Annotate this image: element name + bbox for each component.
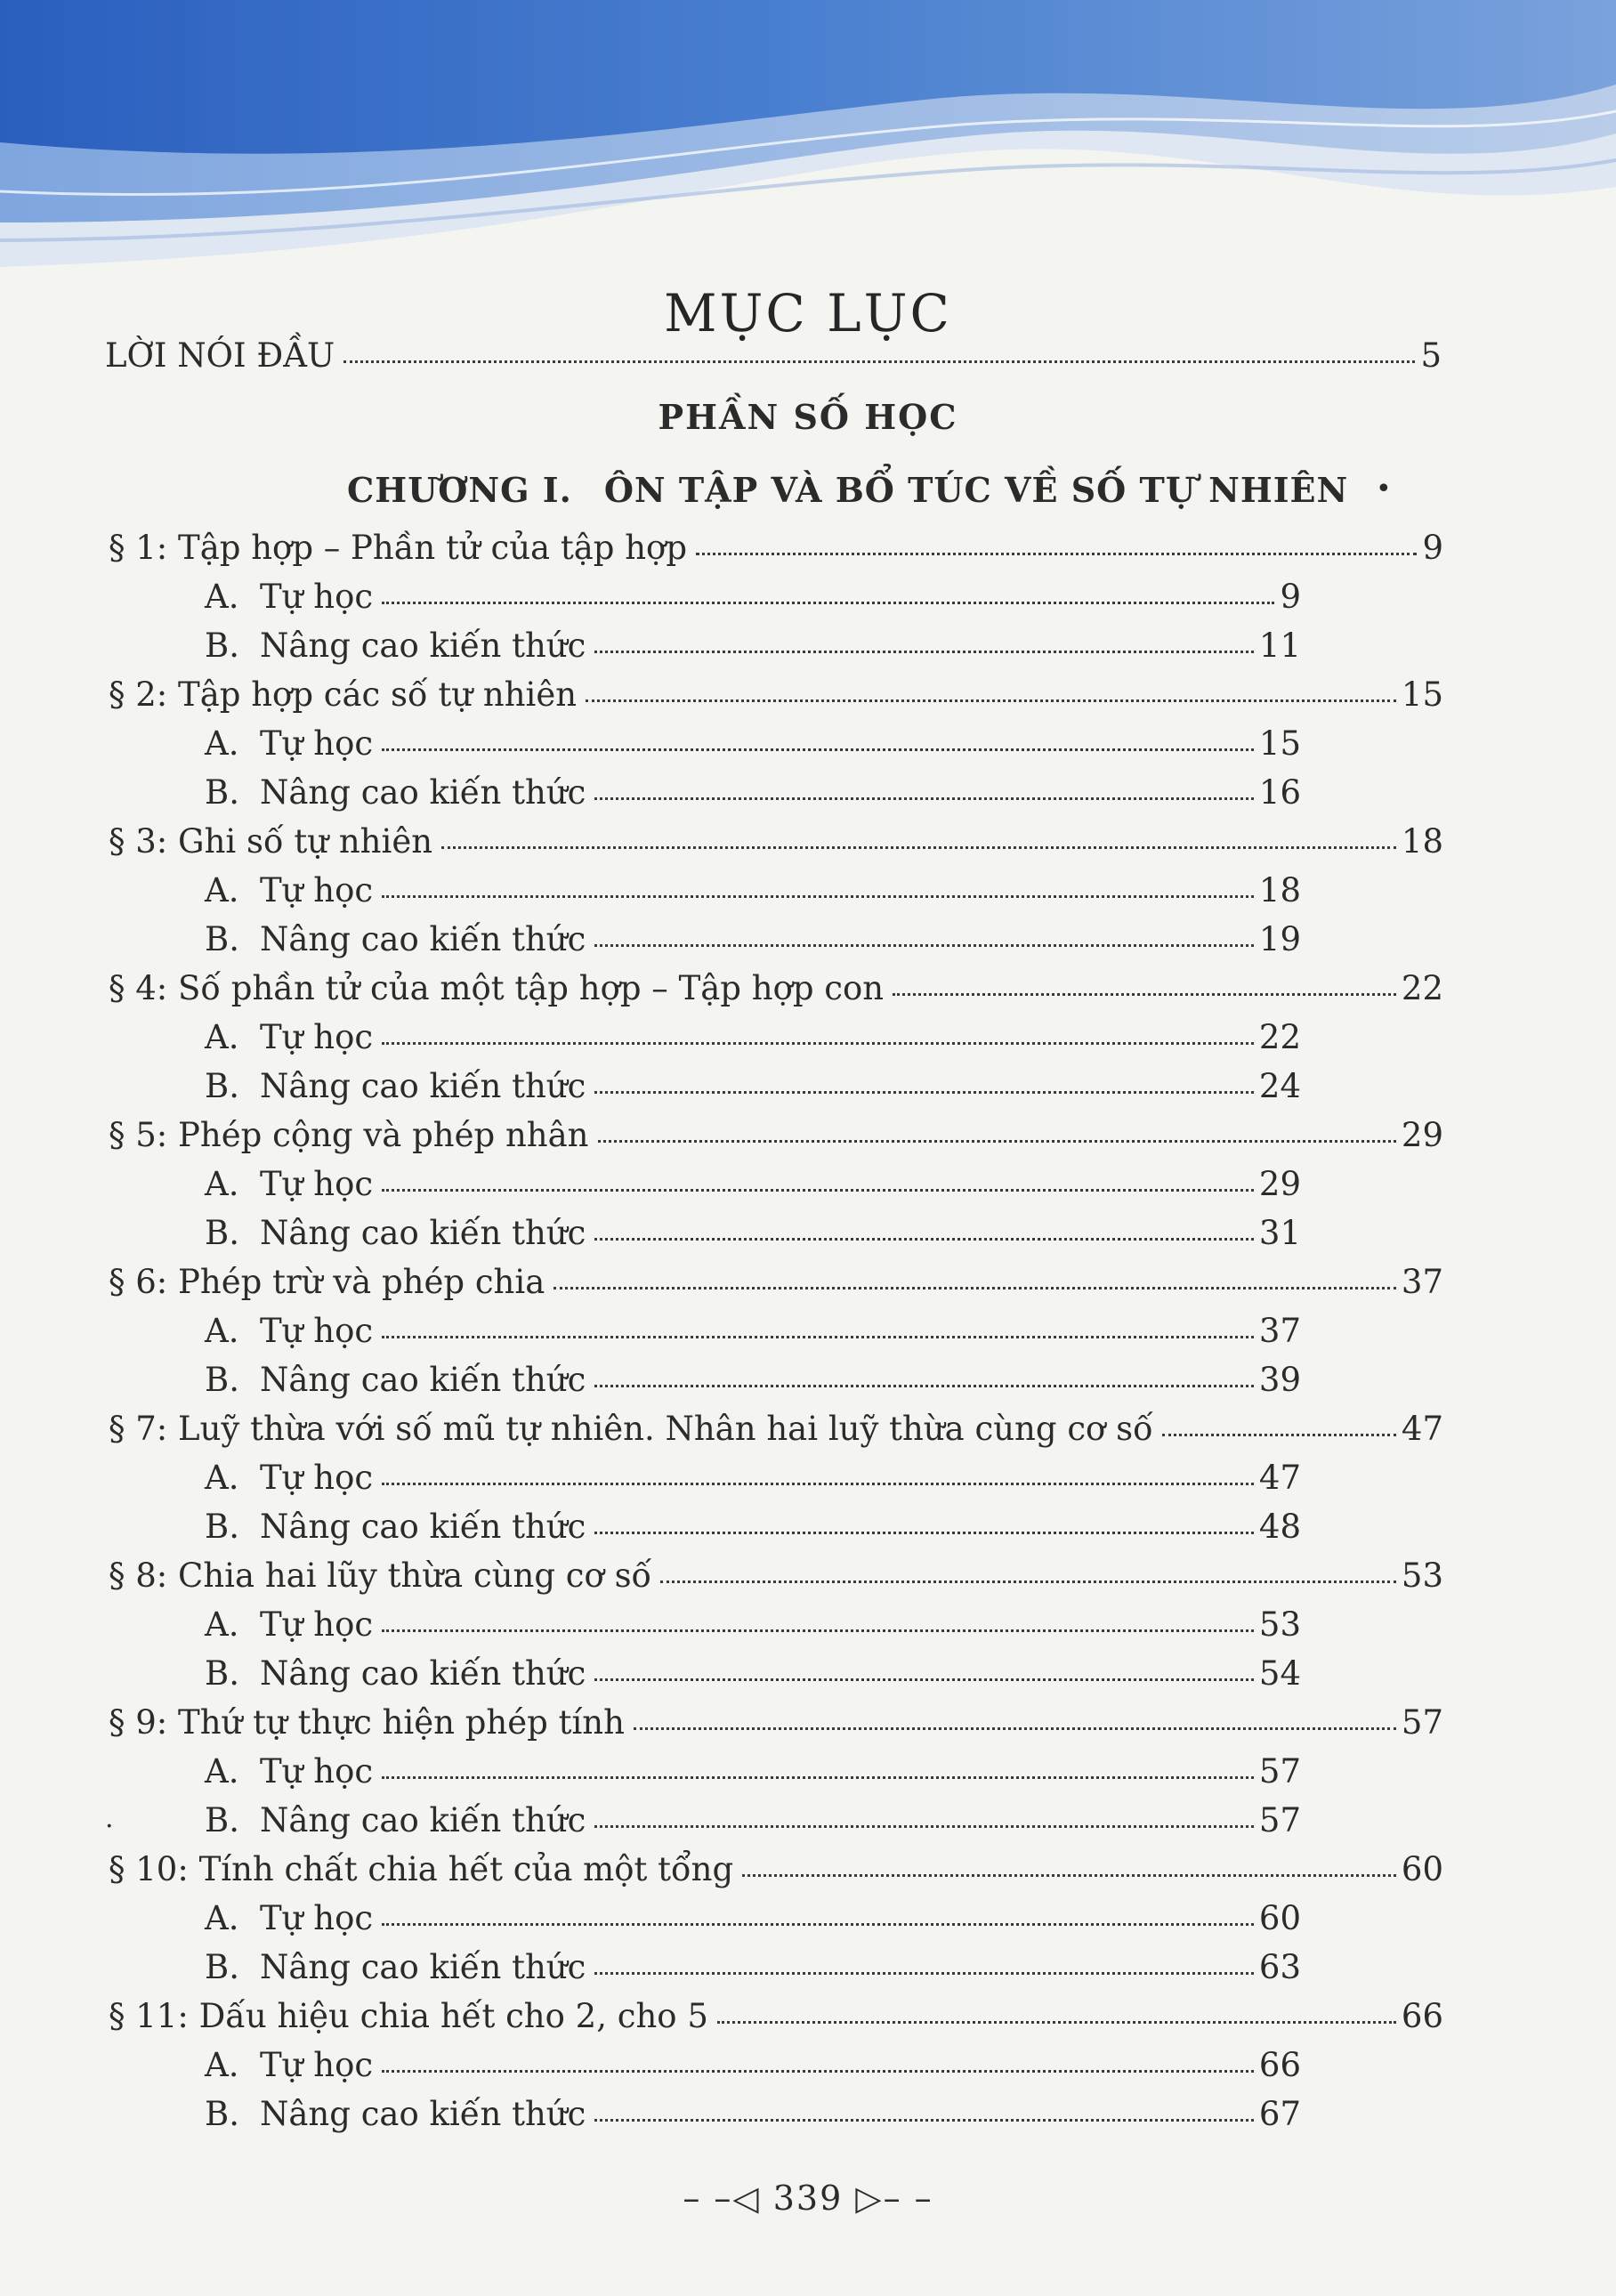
subsection-label (205, 1799, 591, 1842)
section-label: § 4: Số phần tử của một tập hợp – Tập hợp con (109, 969, 885, 1007)
toc-subsection (205, 1016, 1301, 1059)
dot-leader (382, 748, 1254, 751)
toc-subsection (205, 772, 1301, 814)
section-label: § 9: Thứ tự thực hiện phép tính (109, 1703, 625, 1742)
dot-leader (594, 944, 1254, 947)
subsection-label (205, 1016, 378, 1059)
dot-leader (382, 1629, 1254, 1632)
section-label: § 2: Tập hợp các số tự nhiên (109, 675, 578, 714)
toc-subsection (205, 1359, 1301, 1402)
subsection-letter: A. (205, 724, 239, 763)
dot-leader (594, 1825, 1254, 1828)
toc-subsection (205, 1946, 1301, 1989)
subsection-label (205, 772, 591, 814)
page-number: 53 (1401, 1556, 1443, 1595)
page-number: 63 (1258, 1948, 1301, 1986)
toc-section (109, 821, 1443, 863)
subsection-text: Nâng cao kiến thức (260, 1214, 586, 1252)
subsection-letter: A. (205, 1459, 239, 1497)
toc-section (109, 1995, 1443, 2038)
toc-section (109, 1114, 1443, 1157)
page-number: 47 (1258, 1459, 1301, 1497)
dot-leader (441, 846, 1396, 849)
page-number: 54 (1258, 1654, 1301, 1693)
page-number: 18 (1401, 822, 1443, 861)
subsection-text: Nâng cao kiến thức (260, 1067, 586, 1105)
toc-subsection (205, 1163, 1301, 1206)
subsection-text: Nâng cao kiến thức (260, 627, 586, 665)
subsection-label (205, 869, 378, 912)
dot-leader (634, 1727, 1396, 1730)
toc-subsection (205, 1212, 1301, 1255)
dot-leader (696, 553, 1417, 555)
subsection-text: Nâng cao kiến thức (260, 1361, 586, 1399)
dot-leader (893, 993, 1396, 996)
section-label: § 10: Tính chất chia hết của một tổng (109, 1850, 734, 1888)
page-number: 31 (1258, 1214, 1301, 1252)
page-number: 37 (1258, 1312, 1301, 1350)
subsection-letter: B. (205, 1654, 239, 1693)
toc-subsection (205, 576, 1301, 618)
subsection-text: Tự học (260, 871, 374, 910)
subsection-label (205, 1946, 591, 1989)
subsection-letter: B. (205, 1508, 239, 1546)
subsection-letter: B. (205, 627, 239, 665)
dot-leader (382, 895, 1254, 898)
subsection-text: Nâng cao kiến thức (260, 920, 586, 958)
toc-subsection (205, 1750, 1301, 1793)
dot-leader (382, 602, 1274, 604)
toc-subsection (205, 1897, 1301, 1940)
subsection-letter: B. (205, 1067, 239, 1105)
page-number: 48 (1258, 1508, 1301, 1546)
page-number: 67 (1258, 2095, 1301, 2133)
toc-title: MỤC LỤC (664, 283, 952, 344)
page-number: 15 (1401, 675, 1443, 714)
subsection-label (205, 625, 591, 667)
dot-leader (594, 651, 1254, 653)
subsection-letter: B. (205, 1948, 239, 1986)
subsection-letter: B. (205, 920, 239, 958)
toc-subsection (205, 1604, 1301, 1646)
dot-leader (1162, 1434, 1396, 1436)
subsection-label (205, 1065, 591, 1108)
dot-leader (382, 1042, 1254, 1045)
toc-subsection (205, 1799, 1301, 1842)
subsection-text: Nâng cao kiến thức (260, 2095, 586, 2133)
dot-leader (382, 1776, 1254, 1779)
page-number: 19 (1258, 920, 1301, 958)
page-number: 22 (1401, 969, 1443, 1007)
page-number: 53 (1258, 1605, 1301, 1644)
page-number: 5 (1420, 336, 1442, 375)
page-number: 24 (1258, 1067, 1301, 1105)
subsection-label (205, 1750, 378, 1793)
subsection-label (205, 1212, 591, 1255)
subsection-text: Nâng cao kiến thức (260, 1801, 586, 1839)
subsection-letter: A. (205, 1312, 239, 1350)
dot-leader (594, 1678, 1254, 1681)
dot-leader (382, 1189, 1254, 1192)
subsection-text: Tự học (260, 1459, 374, 1497)
subsection-text: Tự học (260, 1752, 374, 1791)
subsection-letter: A. (205, 2046, 239, 2084)
toc-subsection (205, 1457, 1301, 1500)
toc-subsection (205, 1065, 1301, 1108)
section-label: § 8: Chia hai lũy thừa cùng cơ số (109, 1556, 652, 1595)
subsection-label (205, 1506, 591, 1548)
dot-leader (382, 1483, 1254, 1485)
footer-page-number: 339 (772, 2179, 844, 2218)
subsection-label (205, 1163, 378, 1206)
toc-section (109, 674, 1443, 716)
toc-section (109, 1555, 1443, 1597)
page-number: 29 (1401, 1116, 1443, 1154)
subsection-label (205, 1457, 378, 1500)
toc-subsection (205, 723, 1301, 765)
toc-section (109, 1702, 1443, 1744)
subsection-label (205, 1653, 591, 1695)
section-label: § 6: Phép trừ và phép chia (109, 1263, 545, 1301)
page-number: 57 (1258, 1752, 1301, 1791)
page-number: 47 (1401, 1410, 1443, 1448)
toc-section (109, 1261, 1443, 1304)
subsection-label (205, 1897, 378, 1940)
subsection-label (205, 723, 378, 765)
dot-leader (594, 2119, 1254, 2122)
page-number: 66 (1258, 2046, 1301, 2084)
page-number: 22 (1258, 1018, 1301, 1056)
toc-entry-preface (105, 335, 1442, 377)
subsection-label (205, 1604, 378, 1646)
page-number: 57 (1401, 1703, 1443, 1742)
page-number: 15 (1258, 724, 1301, 763)
dot-leader (382, 1336, 1254, 1338)
toc-subsection (205, 1506, 1301, 1548)
toc-section (109, 527, 1443, 570)
page-number: 29 (1258, 1165, 1301, 1203)
section-label: § 7: Luỹ thừa với số mũ tự nhiên. Nhân hai luỹ thừa cùng cơ số (109, 1410, 1153, 1448)
subsection-letter: A. (205, 871, 239, 910)
chapter-heading (347, 470, 1348, 510)
dot-leader (717, 2021, 1396, 2024)
page-number: 16 (1258, 773, 1301, 812)
subsection-letter: A. (205, 1605, 239, 1644)
toc-section (109, 1848, 1443, 1891)
subsection-text: Tự học (260, 1165, 374, 1203)
section-label: § 11: Dấu hiệu chia hết cho 2, cho 5 (109, 1997, 708, 2035)
toc-subsection (205, 1653, 1301, 1695)
page-footer (0, 2179, 1616, 2218)
subsection-letter: A. (205, 1752, 239, 1791)
subsection-label (205, 2093, 591, 2136)
subsection-label (205, 576, 378, 618)
page-number: 18 (1258, 871, 1301, 910)
subsection-text: Nâng cao kiến thức (260, 773, 586, 812)
subsection-letter: A. (205, 1165, 239, 1203)
page-number: 39 (1258, 1361, 1301, 1399)
toc-subsection (205, 2044, 1301, 2087)
subsection-label (205, 1359, 591, 1402)
page-number: 9 (1280, 578, 1301, 616)
subsection-text: Tự học (260, 1899, 374, 1937)
dot-leader (598, 1140, 1396, 1143)
preface-label: LỜI NÓI ĐẦU (105, 336, 335, 375)
dot-leader (660, 1581, 1396, 1583)
subsection-text: Tự học (260, 578, 374, 616)
dot-leader (742, 1874, 1396, 1877)
subsection-label (205, 1310, 378, 1353)
subsection-text: Nâng cao kiến thức (260, 1654, 586, 1693)
dot-leader (594, 1532, 1254, 1534)
section-label: § 3: Ghi số tự nhiên (109, 822, 433, 861)
subsection-label (205, 918, 591, 961)
subsection-label (205, 2044, 378, 2087)
page-number: 66 (1401, 1997, 1443, 2035)
toc-subsection (205, 869, 1301, 912)
footer-right-ornament: ▷– – (855, 2179, 933, 2218)
dot-leader (594, 797, 1254, 800)
dot-leader (382, 1923, 1254, 1926)
subsection-letter: A. (205, 1899, 239, 1937)
subsection-text: Nâng cao kiến thức (260, 1948, 586, 1986)
toc-subsection (205, 1310, 1301, 1353)
toc-subsection (205, 625, 1301, 667)
page-number: 57 (1258, 1801, 1301, 1839)
subsection-letter: A. (205, 578, 239, 616)
footer-left-ornament: – –◁ (683, 2179, 761, 2218)
subsection-text: Tự học (260, 1312, 374, 1350)
toc-subsection (205, 2093, 1301, 2136)
dot-leader (594, 1385, 1254, 1387)
page-number: 37 (1401, 1263, 1443, 1301)
subsection-text: Tự học (260, 2046, 374, 2084)
chapter-name: ÔN TẬP VÀ BỔ TÚC VỀ SỐ TỰ NHIÊN (603, 470, 1349, 510)
section-label: § 5: Phép cộng và phép nhân (109, 1116, 589, 1154)
dot-leader (594, 1972, 1254, 1975)
section-label: § 1: Tập hợp – Phần tử của tập hợp (109, 529, 688, 567)
page-number: 60 (1258, 1899, 1301, 1937)
toc-subsection (205, 918, 1301, 961)
part-title: PHẦN SỐ HỌC (658, 397, 958, 437)
subsection-text: Tự học (260, 1605, 374, 1644)
dot-leader (553, 1287, 1396, 1289)
subsection-letter: B. (205, 773, 239, 812)
dot-leader (594, 1238, 1254, 1241)
page-number: 11 (1258, 627, 1301, 665)
subsection-letter: B. (205, 1214, 239, 1252)
page-number: 60 (1401, 1850, 1443, 1888)
dot-leader (594, 1091, 1254, 1094)
subsection-letter: A. (205, 1018, 239, 1056)
stray-dot: · (105, 1811, 114, 1842)
subsection-letter: B. (205, 1361, 239, 1399)
stray-dot: • (1376, 473, 1392, 505)
subsection-text: Tự học (260, 724, 374, 763)
dot-leader (343, 360, 1415, 363)
dot-leader (586, 699, 1396, 702)
subsection-letter: B. (205, 2095, 239, 2133)
subsection-text: Nâng cao kiến thức (260, 1508, 586, 1546)
chapter-number: CHƯƠNG I. (347, 470, 572, 510)
subsection-letter: B. (205, 1801, 239, 1839)
subsection-text: Tự học (260, 1018, 374, 1056)
toc-section (109, 1408, 1443, 1451)
dot-leader (382, 2070, 1254, 2073)
page-number: 9 (1422, 529, 1443, 567)
toc-section (109, 967, 1443, 1010)
